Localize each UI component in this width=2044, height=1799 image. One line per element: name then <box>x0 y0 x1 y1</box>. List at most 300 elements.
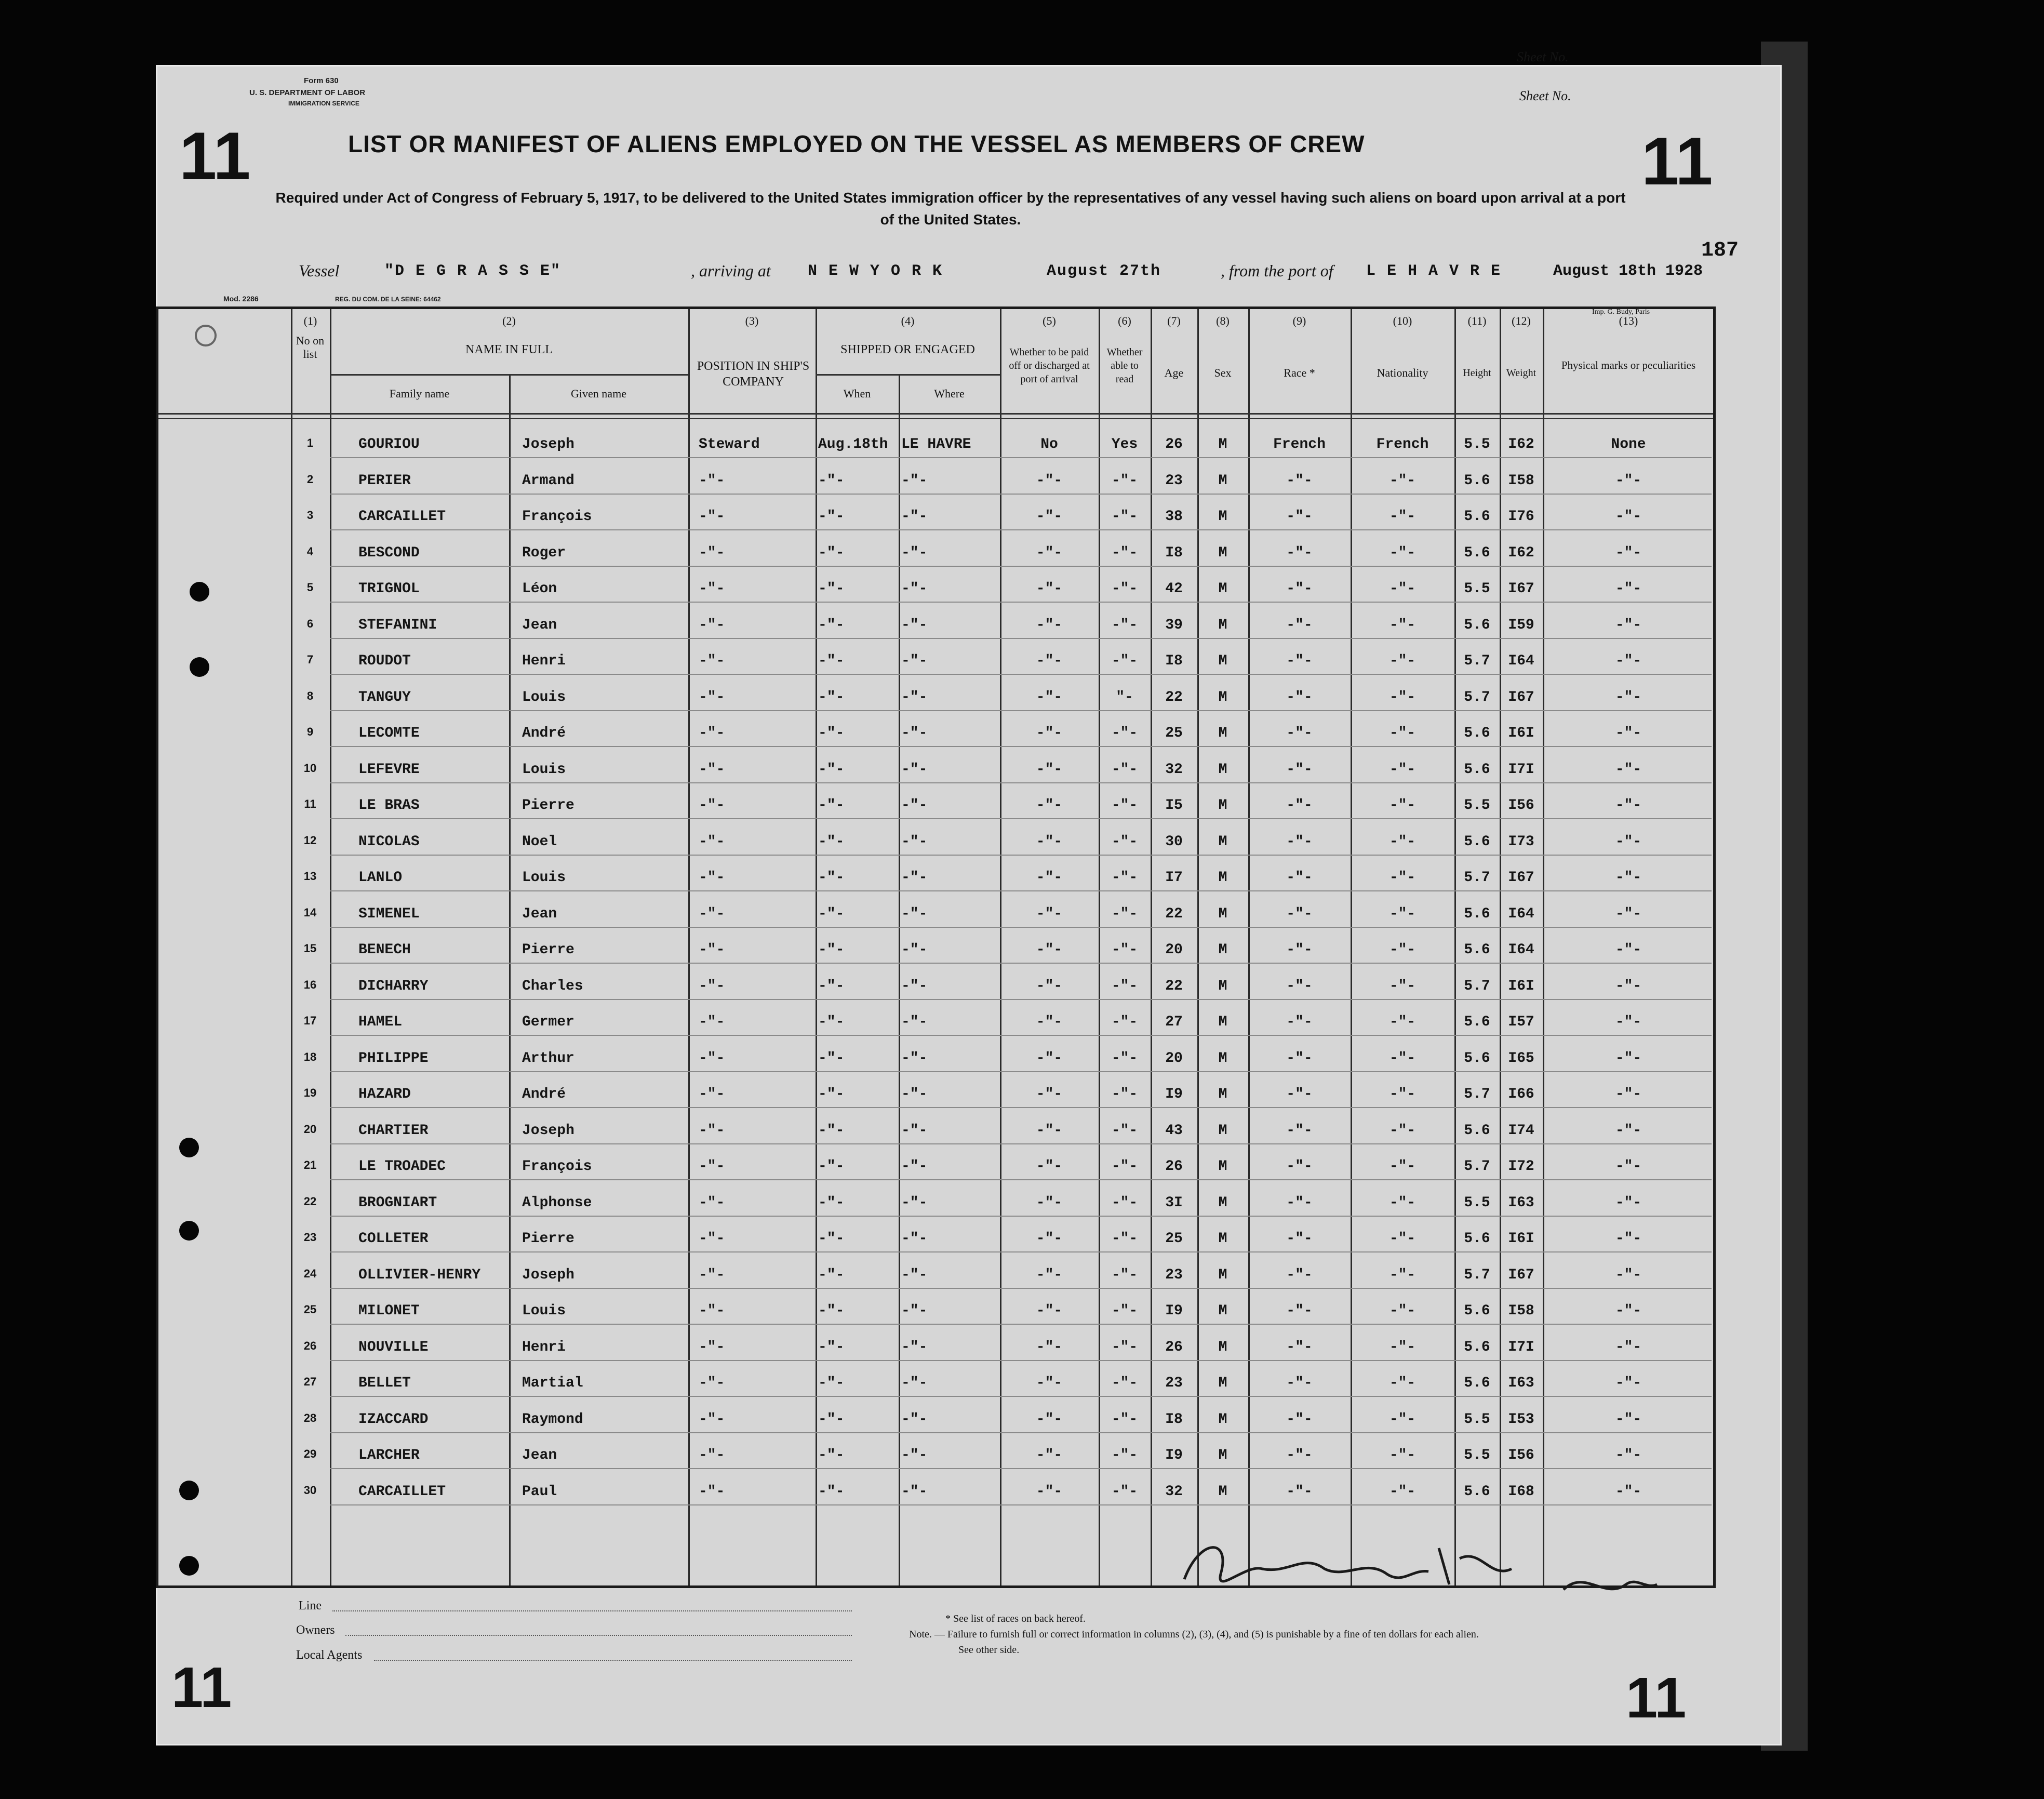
cell-height: 5.6 <box>1464 905 1490 922</box>
row-number: 30 <box>303 1483 317 1497</box>
cell-given: Joseph <box>522 1122 575 1139</box>
row-rule <box>330 1071 1712 1072</box>
cell-nationality: -"- <box>1389 1014 1416 1030</box>
cell-marks: -"- <box>1615 1050 1642 1067</box>
stamp-number-bottom-left: 11 <box>171 1656 232 1720</box>
row-rule <box>330 746 1712 747</box>
row-rule <box>330 1107 1712 1108</box>
cell-where: -"- <box>901 689 928 705</box>
cell-weight: I6I <box>1508 725 1534 741</box>
manifest-page <box>156 49 1782 1745</box>
cell-family: STEFANINI <box>358 617 437 633</box>
cell-nationality: -"- <box>1389 761 1416 778</box>
cell-marks: -"- <box>1615 1158 1642 1175</box>
row-rule <box>330 638 1712 639</box>
owners-label: Owners <box>296 1623 335 1637</box>
row-rule <box>330 1324 1712 1325</box>
cell-when: -"- <box>818 1086 845 1102</box>
cell-where: -"- <box>901 1375 928 1391</box>
col3-number: (3) <box>745 314 759 327</box>
cell-weight: I76 <box>1508 509 1534 525</box>
cell-given: Henri <box>522 653 566 669</box>
cell-paid: -"- <box>1036 1375 1063 1391</box>
cell-sex: M <box>1218 1194 1227 1211</box>
cell-race: -"- <box>1286 978 1313 994</box>
cell-family: CARCAILLET <box>358 1483 446 1500</box>
row-number: 28 <box>303 1411 317 1424</box>
cell-age: I8 <box>1165 544 1183 561</box>
arriving-label: , arriving at <box>691 261 771 280</box>
cell-height: 5.5 <box>1464 1447 1490 1463</box>
cell-sex: M <box>1218 544 1227 561</box>
cell-given: Pierre <box>522 1231 575 1247</box>
cell-read: -"- <box>1111 509 1138 525</box>
cell-race: -"- <box>1286 1158 1313 1175</box>
cell-paid: -"- <box>1036 797 1063 814</box>
row-rule <box>330 818 1712 819</box>
cell-read: -"- <box>1111 870 1138 886</box>
cell-position: -"- <box>699 544 725 561</box>
cell-sex: M <box>1218 509 1227 525</box>
cell-marks: -"- <box>1615 1375 1642 1391</box>
cell-sex: M <box>1218 833 1227 850</box>
cell-nationality: -"- <box>1389 1086 1416 1102</box>
cell-marks: -"- <box>1615 870 1642 886</box>
cell-weight: I67 <box>1508 1267 1534 1283</box>
cell-read: -"- <box>1111 581 1138 597</box>
cell-height: 5.7 <box>1464 689 1490 705</box>
cell-when: -"- <box>818 797 845 814</box>
cell-when: -"- <box>818 761 845 778</box>
cell-paid: -"- <box>1036 725 1063 741</box>
cell-sex: M <box>1218 870 1227 886</box>
cell-where: -"- <box>901 905 928 922</box>
col3-header: POSITION IN SHIP'S COMPANY <box>697 359 810 389</box>
col10-header: Nationality <box>1377 366 1428 379</box>
col4-number: (4) <box>901 314 915 327</box>
cell-height: 5.6 <box>1464 472 1490 489</box>
cell-when: -"- <box>818 1411 845 1428</box>
cell-nationality: -"- <box>1389 1447 1416 1463</box>
cell-height: 5.7 <box>1464 653 1490 669</box>
cell-nationality: -"- <box>1389 472 1416 489</box>
cell-nationality: -"- <box>1389 1411 1416 1428</box>
cell-read: -"- <box>1111 617 1138 633</box>
cell-where: -"- <box>901 870 928 886</box>
col2-header: NAME IN FULL <box>465 343 553 356</box>
cell-sex: M <box>1218 1122 1227 1139</box>
cell-position: -"- <box>699 509 725 525</box>
cell-position: -"- <box>699 1050 725 1067</box>
row-rule <box>330 1396 1712 1397</box>
cell-age: I9 <box>1165 1086 1183 1102</box>
row-number: 18 <box>303 1050 317 1063</box>
cell-position: -"- <box>699 1303 725 1319</box>
cell-marks: -"- <box>1615 617 1642 633</box>
cell-position: -"- <box>699 833 725 850</box>
local-agents-label: Local Agents <box>296 1648 363 1662</box>
cell-read: -"- <box>1111 1231 1138 1247</box>
cell-sex: M <box>1218 436 1227 452</box>
cell-age: 42 <box>1165 581 1183 597</box>
row-number: 10 <box>303 761 317 775</box>
cell-paid: -"- <box>1036 1339 1063 1355</box>
cell-where: -"- <box>901 617 928 633</box>
cell-weight: I63 <box>1508 1375 1534 1391</box>
cell-marks: -"- <box>1615 544 1642 561</box>
cell-read: -"- <box>1111 1339 1138 1355</box>
col9-header: Race * <box>1284 366 1315 379</box>
cell-marks: -"- <box>1615 978 1642 994</box>
cell-position: -"- <box>699 1086 725 1102</box>
cell-family: BENECH <box>358 942 411 958</box>
cell-age: 32 <box>1165 761 1183 778</box>
cell-read: -"- <box>1111 1483 1138 1500</box>
cell-paid: -"- <box>1036 942 1063 958</box>
cell-position: -"- <box>699 472 725 489</box>
cell-height: 5.6 <box>1464 1050 1490 1067</box>
cell-family: SIMENEL <box>358 905 420 922</box>
cell-given: Louis <box>522 689 566 705</box>
cell-race: -"- <box>1286 509 1313 525</box>
cell-paid: No <box>1040 436 1058 452</box>
cell-marks: None <box>1611 436 1646 452</box>
row-number: 2 <box>306 472 314 486</box>
cell-family: BROGNIART <box>358 1194 437 1211</box>
cell-marks: -"- <box>1615 653 1642 669</box>
cell-read: -"- <box>1111 653 1138 669</box>
stamp-number-top-right: 11 <box>1641 123 1713 199</box>
cell-family: BELLET <box>358 1375 411 1391</box>
penalty-note: Note. — Failure to furnish full or correct information in columns (2), (3), (4), and (5) is punishable by a fine of ten dollars for each alien. <box>909 1629 1479 1640</box>
cell-nationality: -"- <box>1389 689 1416 705</box>
cell-where: -"- <box>901 1158 928 1175</box>
cell-nationality: -"- <box>1389 1231 1416 1247</box>
cell-sex: M <box>1218 1158 1227 1175</box>
col8-header: Sex <box>1214 366 1232 379</box>
cell-nationality: -"- <box>1389 1303 1416 1319</box>
cell-family: COLLETER <box>358 1231 429 1247</box>
cell-marks: -"- <box>1615 509 1642 525</box>
row-rule <box>330 1468 1712 1469</box>
crew-table <box>156 307 1716 1588</box>
cell-family: BESCOND <box>358 544 420 561</box>
cell-where: -"- <box>901 833 928 850</box>
cell-age: I5 <box>1165 797 1183 814</box>
cell-where: -"- <box>901 797 928 814</box>
col5-number: (5) <box>1043 314 1056 327</box>
cell-age: 39 <box>1165 617 1183 633</box>
col11-number: (11) <box>1467 314 1487 327</box>
cell-where: -"- <box>901 653 928 669</box>
cell-when: -"- <box>818 1447 845 1463</box>
col10-number: (10) <box>1393 314 1412 327</box>
cell-position: Steward <box>699 436 760 452</box>
cell-weight: I67 <box>1508 581 1534 597</box>
col9-number: (9) <box>1292 314 1306 327</box>
registry-text: REG. DU COM. DE LA SEINE: 64462 <box>335 296 441 303</box>
cell-when: Aug.18th <box>818 436 888 452</box>
cell-age: 30 <box>1165 833 1183 850</box>
cell-given: Léon <box>522 581 557 597</box>
cell-position: -"- <box>699 797 725 814</box>
cell-race: -"- <box>1286 942 1313 958</box>
cell-age: I8 <box>1165 653 1183 669</box>
cell-family: LARCHER <box>358 1447 420 1463</box>
cell-marks: -"- <box>1615 1014 1642 1030</box>
cell-race: -"- <box>1286 797 1313 814</box>
cell-position: -"- <box>699 978 725 994</box>
cell-race: -"- <box>1286 1411 1313 1428</box>
row-rule <box>330 602 1712 603</box>
cell-where: -"- <box>901 1231 928 1247</box>
cell-sex: M <box>1218 797 1227 814</box>
cell-position: -"- <box>699 1122 725 1139</box>
cell-when: -"- <box>818 1483 845 1500</box>
cell-weight: I62 <box>1508 436 1534 452</box>
cell-weight: I67 <box>1508 870 1534 886</box>
cell-sex: M <box>1218 1447 1227 1463</box>
cell-read: -"- <box>1111 1411 1138 1428</box>
cell-height: 5.6 <box>1464 1339 1490 1355</box>
cell-sex: M <box>1218 1050 1227 1067</box>
cell-weight: I64 <box>1508 653 1534 669</box>
cell-when: -"- <box>818 1050 845 1067</box>
cell-when: -"- <box>818 870 845 886</box>
cell-height: 5.7 <box>1464 1267 1490 1283</box>
col5-header: Whether to be paid off or discharged at port of arrival <box>1009 347 1090 385</box>
cell-family: TRIGNOL <box>358 581 420 597</box>
cell-nationality: -"- <box>1389 1339 1416 1355</box>
row-number: 17 <box>303 1014 317 1027</box>
arrival-port: N E W Y O R K <box>808 262 943 280</box>
cell-nationality: -"- <box>1389 870 1416 886</box>
cell-age: 32 <box>1165 1483 1183 1500</box>
family-name-header: Family name <box>389 387 450 400</box>
cell-family: GOURIOU <box>358 436 420 452</box>
col12-number: (12) <box>1512 314 1531 327</box>
race-note: * See list of races on back hereof. <box>945 1613 1086 1624</box>
cell-age: 20 <box>1165 1050 1183 1067</box>
cell-family: OLLIVIER-HENRY <box>358 1267 481 1283</box>
cell-position: -"- <box>699 1483 725 1500</box>
row-number: 19 <box>303 1086 317 1099</box>
cell-given: Henri <box>522 1339 566 1355</box>
cell-sex: M <box>1218 725 1227 741</box>
cell-where: -"- <box>901 1411 928 1428</box>
cell-height: 5.6 <box>1464 725 1490 741</box>
cell-race: -"- <box>1286 725 1313 741</box>
cell-marks: -"- <box>1615 1447 1642 1463</box>
row-rule <box>330 1432 1712 1433</box>
cell-marks: -"- <box>1615 1411 1642 1428</box>
cell-marks: -"- <box>1615 581 1642 597</box>
cell-race: -"- <box>1286 1483 1313 1500</box>
cell-when: -"- <box>818 581 845 597</box>
cell-race: -"- <box>1286 1303 1313 1319</box>
cell-family: IZACCARD <box>358 1411 429 1428</box>
cell-race: -"- <box>1286 870 1313 886</box>
row-rule <box>330 782 1712 783</box>
row-number: 22 <box>303 1194 317 1208</box>
cell-position: -"- <box>699 1231 725 1247</box>
cell-age: 20 <box>1165 942 1183 958</box>
cell-weight: I57 <box>1508 1014 1534 1030</box>
cell-given: Louis <box>522 870 566 886</box>
cell-given: Raymond <box>522 1411 583 1428</box>
cell-age: I8 <box>1165 1411 1183 1428</box>
cell-age: 23 <box>1165 472 1183 489</box>
cell-where: -"- <box>901 509 928 525</box>
row-number: 8 <box>306 689 314 702</box>
cell-position: -"- <box>699 581 725 597</box>
cell-paid: -"- <box>1036 689 1063 705</box>
signature <box>1169 1507 1662 1610</box>
cell-read: -"- <box>1111 761 1138 778</box>
cell-when: -"- <box>818 1158 845 1175</box>
cell-read: -"- <box>1111 1303 1138 1319</box>
cell-nationality: -"- <box>1389 725 1416 741</box>
cell-race: -"- <box>1286 689 1313 705</box>
cell-where: -"- <box>901 581 928 597</box>
mod-number: Mod. 2286 <box>223 295 259 303</box>
cell-paid: -"- <box>1036 581 1063 597</box>
cell-weight: I67 <box>1508 689 1534 705</box>
col7-number: (7) <box>1167 314 1181 327</box>
cell-position: -"- <box>699 905 725 922</box>
cell-age: 22 <box>1165 905 1183 922</box>
arrival-date: August 27th <box>1047 262 1161 280</box>
binder-hole <box>179 1221 199 1241</box>
cell-position: -"- <box>699 1194 725 1211</box>
cell-weight: I59 <box>1508 617 1534 633</box>
cell-when: -"- <box>818 1122 845 1139</box>
cell-when: -"- <box>818 1014 845 1030</box>
row-rule <box>330 566 1712 567</box>
cell-sex: M <box>1218 617 1227 633</box>
cell-sex: M <box>1218 472 1227 489</box>
cell-sex: M <box>1218 1267 1227 1283</box>
cell-family: MILONET <box>358 1303 420 1319</box>
cell-nationality: -"- <box>1389 581 1416 597</box>
stamp-number-top-left: 11 <box>179 118 251 194</box>
cell-race: -"- <box>1286 1194 1313 1211</box>
cell-race: -"- <box>1286 653 1313 669</box>
cell-age: 38 <box>1165 509 1183 525</box>
col13-number: (13) <box>1619 314 1638 327</box>
cell-paid: -"- <box>1036 617 1063 633</box>
cell-position: -"- <box>699 1447 725 1463</box>
cell-nationality: -"- <box>1389 1122 1416 1139</box>
cell-marks: -"- <box>1615 725 1642 741</box>
row-number: 14 <box>303 905 317 919</box>
cell-marks: -"- <box>1615 472 1642 489</box>
cell-sex: M <box>1218 1014 1227 1030</box>
cell-height: 5.7 <box>1464 978 1490 994</box>
cell-weight: I74 <box>1508 1122 1534 1139</box>
cell-weight: I56 <box>1508 1447 1534 1463</box>
cell-family: LANLO <box>358 870 403 886</box>
cell-weight: I73 <box>1508 833 1534 850</box>
row-rule <box>330 710 1712 711</box>
row-rule <box>330 890 1712 891</box>
row-rule <box>330 1143 1712 1144</box>
cell-nationality: -"- <box>1389 1267 1416 1283</box>
cell-age: 22 <box>1165 689 1183 705</box>
cell-race: -"- <box>1286 1267 1313 1283</box>
where-header: Where <box>934 387 965 400</box>
departure-port: L E H A V R E <box>1366 262 1502 280</box>
cell-paid: -"- <box>1036 1086 1063 1102</box>
cell-race: -"- <box>1286 1339 1313 1355</box>
cell-race: French <box>1273 436 1326 452</box>
row-rule <box>330 927 1712 928</box>
cell-nationality: -"- <box>1389 942 1416 958</box>
row-rule <box>330 1251 1712 1252</box>
row-number: 12 <box>303 833 317 847</box>
cell-height: 5.6 <box>1464 617 1490 633</box>
row-rule <box>330 1179 1712 1180</box>
cell-given: Louis <box>522 1303 566 1319</box>
binder-hole <box>190 582 209 602</box>
row-rule <box>330 1288 1712 1289</box>
cell-read: -"- <box>1111 1447 1138 1463</box>
page-number: 187 <box>1701 239 1739 262</box>
cell-family: HAMEL <box>358 1014 403 1030</box>
cell-age: 23 <box>1165 1375 1183 1391</box>
binder-hole <box>179 1138 199 1157</box>
cell-where: -"- <box>901 1086 928 1102</box>
cell-race: -"- <box>1286 1050 1313 1067</box>
cell-height: 5.6 <box>1464 833 1490 850</box>
cell-nationality: -"- <box>1389 905 1416 922</box>
cell-nationality: -"- <box>1389 1375 1416 1391</box>
cell-given: Jean <box>522 905 557 922</box>
when-header: When <box>843 387 871 400</box>
row-rule <box>330 529 1712 530</box>
cell-where: -"- <box>901 472 928 489</box>
cell-weight: I66 <box>1508 1086 1534 1102</box>
cell-position: -"- <box>699 1267 725 1283</box>
cell-given: Joseph <box>522 436 575 452</box>
cell-where: -"- <box>901 544 928 561</box>
cell-when: -"- <box>818 1231 845 1247</box>
cell-marks: -"- <box>1615 833 1642 850</box>
cell-nationality: -"- <box>1389 1050 1416 1067</box>
cell-age: 22 <box>1165 978 1183 994</box>
cell-given: Charles <box>522 978 583 994</box>
cell-paid: -"- <box>1036 833 1063 850</box>
cell-race: -"- <box>1286 472 1313 489</box>
cell-sex: M <box>1218 978 1227 994</box>
cell-where: -"- <box>901 1267 928 1283</box>
cell-sex: M <box>1218 653 1227 669</box>
cell-height: 5.6 <box>1464 509 1490 525</box>
cell-marks: -"- <box>1615 1339 1642 1355</box>
cell-race: -"- <box>1286 1086 1313 1102</box>
cell-position: -"- <box>699 1411 725 1428</box>
binder-ring <box>195 325 217 347</box>
cell-position: -"- <box>699 761 725 778</box>
cell-height: 5.6 <box>1464 1231 1490 1247</box>
cell-paid: -"- <box>1036 1158 1063 1175</box>
cell-family: CARCAILLET <box>358 509 446 525</box>
row-rule <box>330 494 1712 495</box>
cell-height: 5.7 <box>1464 1086 1490 1102</box>
cell-family: TANGUY <box>358 689 411 705</box>
cell-marks: -"- <box>1615 689 1642 705</box>
cell-family: LECOMTE <box>358 725 420 741</box>
